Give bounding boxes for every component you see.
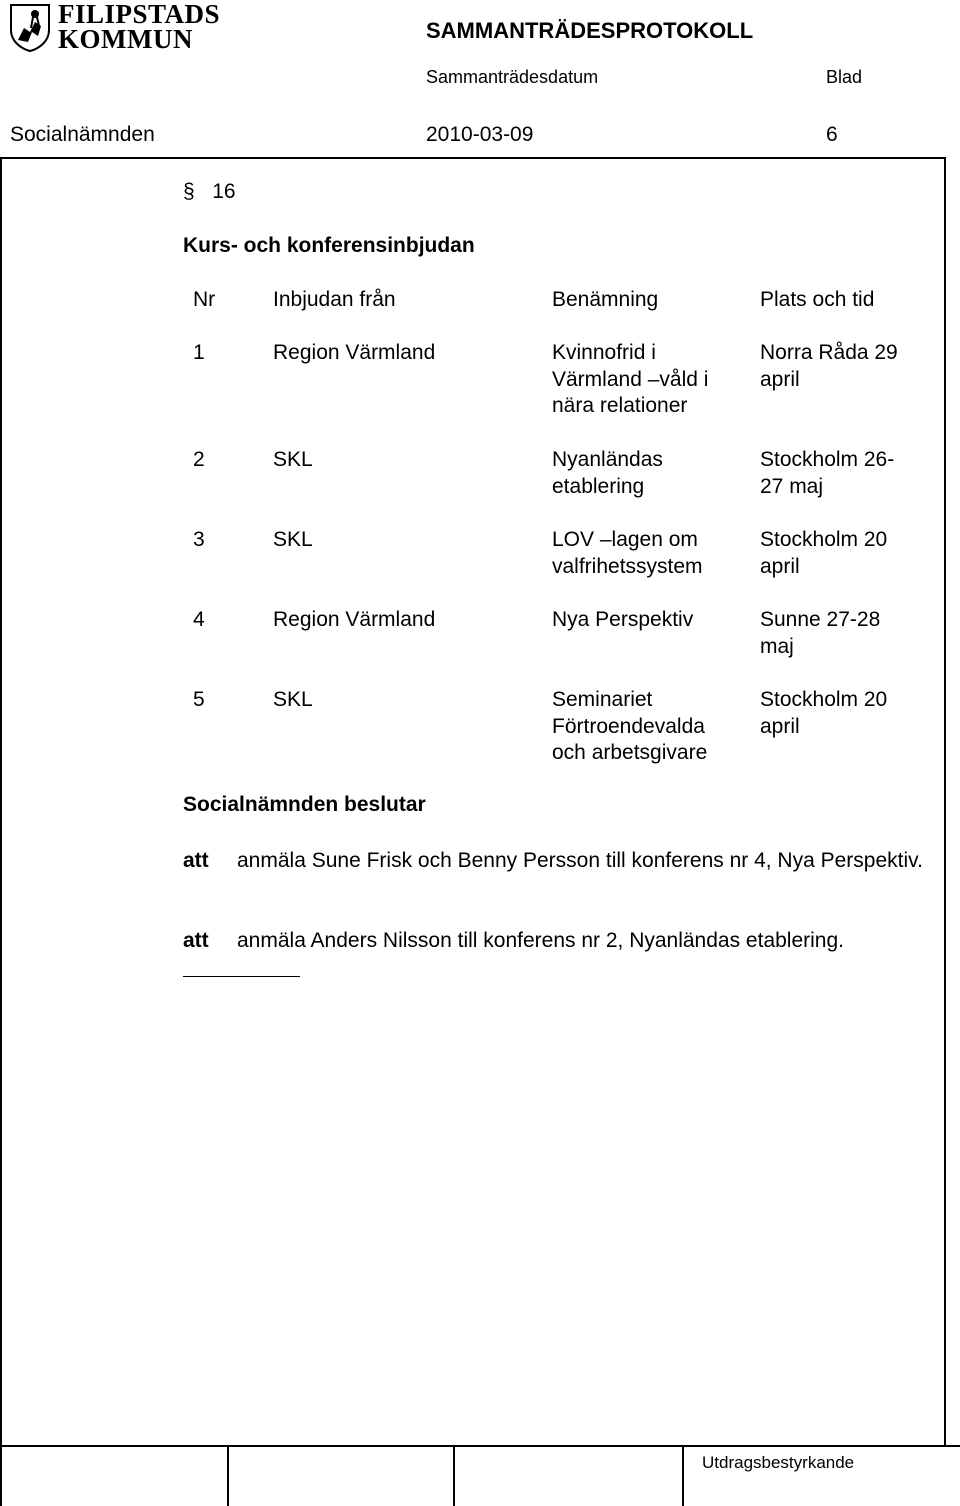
header-place: Plats och tid — [760, 288, 875, 311]
row-place-line: 27 maj — [760, 474, 824, 498]
decision-text: anmäla Sune Frisk och Benny Persson till konferens nr 4, Nya Perspektiv. — [237, 849, 923, 872]
header-name: Benämning — [552, 288, 659, 311]
row-from: SKL — [273, 528, 313, 551]
header-nr: Nr — [193, 288, 216, 311]
row-nr: 3 — [193, 528, 205, 551]
frame-right-rule — [944, 157, 946, 1447]
decision-item — [183, 847, 923, 874]
footer-divider — [227, 1445, 229, 1506]
row-name-line: Seminariet — [552, 688, 653, 711]
header-from: Inbjudan från — [273, 288, 396, 311]
row-name-line: Värmland –våld i — [552, 367, 709, 391]
logo-line-1: FILIPSTADS — [58, 0, 221, 29]
frame-top-rule — [0, 157, 946, 159]
row-place-line: maj — [760, 634, 794, 658]
row-name-line: Kvinnofrid i — [552, 341, 656, 364]
section-end-rule — [183, 976, 300, 977]
row-place-line: Sunne 27-28 — [760, 608, 881, 631]
row-name — [552, 607, 693, 634]
paragraph-symbol: § — [183, 180, 195, 203]
row-name — [552, 340, 708, 420]
row-nr: 5 — [193, 688, 205, 711]
row-place-line: april — [760, 554, 800, 578]
row-name-line: Nyanländas — [552, 448, 663, 471]
row-from: Region Värmland — [273, 608, 436, 631]
row-name — [552, 527, 703, 580]
row-place-line: Norra Råda 29 — [760, 341, 898, 364]
row-name-line: Förtroendevalda — [552, 714, 705, 738]
row-name — [552, 447, 663, 500]
row-from: SKL — [273, 448, 313, 471]
row-place — [760, 527, 887, 580]
footer-certification-label: Utdragsbestyrkande — [702, 1453, 855, 1472]
decision-keyword: att — [183, 929, 209, 952]
meeting-date: 2010-03-09 — [426, 123, 534, 146]
committee-name: Socialnämnden — [10, 123, 155, 146]
section-number — [183, 180, 236, 204]
row-place-line: Stockholm 20 — [760, 528, 888, 551]
section-number-value: 16 — [212, 180, 236, 203]
row-name-line: nära relationer — [552, 394, 688, 417]
row-place — [760, 340, 898, 393]
row-place — [760, 687, 887, 740]
date-label: Sammanträdesdatum — [426, 67, 599, 87]
row-place-line: Stockholm 20 — [760, 688, 888, 711]
row-from: SKL — [273, 688, 313, 711]
municipality-logo — [8, 2, 220, 52]
row-place-line: Stockholm 26- — [760, 448, 895, 471]
footer-divider — [682, 1445, 684, 1506]
page-label: Blad — [826, 67, 863, 87]
row-nr: 4 — [193, 608, 205, 631]
row-name-line: valfrihetssystem — [552, 554, 703, 578]
decision-heading: Socialnämnden beslutar — [183, 793, 426, 816]
document-title: SAMMANTRÄDESPROTOKOLL — [426, 18, 754, 43]
logo-wordmark — [58, 2, 220, 52]
decision-text: anmäla Anders Nilsson till konferens nr 2, Nyanländas etablering. — [237, 929, 845, 952]
row-place — [760, 607, 880, 660]
row-place — [760, 447, 894, 500]
page-number: 6 — [826, 123, 838, 146]
footer-divider — [453, 1445, 455, 1506]
decision-keyword: att — [183, 849, 209, 872]
footer-divider — [0, 1445, 2, 1506]
row-name-line: och arbetsgivare — [552, 741, 708, 764]
section-title: Kurs- och konferensinbjudan — [183, 234, 475, 257]
row-from: Region Värmland — [273, 341, 436, 364]
row-place-line: april — [760, 714, 800, 738]
logo-line-2: KOMMUN — [58, 24, 193, 54]
row-name-line: LOV –lagen om — [552, 528, 698, 551]
row-name-line: etablering — [552, 474, 645, 498]
decision-item — [183, 927, 923, 954]
row-place-line: april — [760, 367, 800, 391]
footer-rule — [0, 1445, 960, 1447]
row-name — [552, 687, 707, 767]
row-nr: 2 — [193, 448, 205, 471]
coat-of-arms-icon — [8, 2, 52, 52]
row-name-line: Nya Perspektiv — [552, 608, 694, 631]
row-nr: 1 — [193, 341, 205, 364]
frame-left-rule — [0, 157, 2, 1447]
